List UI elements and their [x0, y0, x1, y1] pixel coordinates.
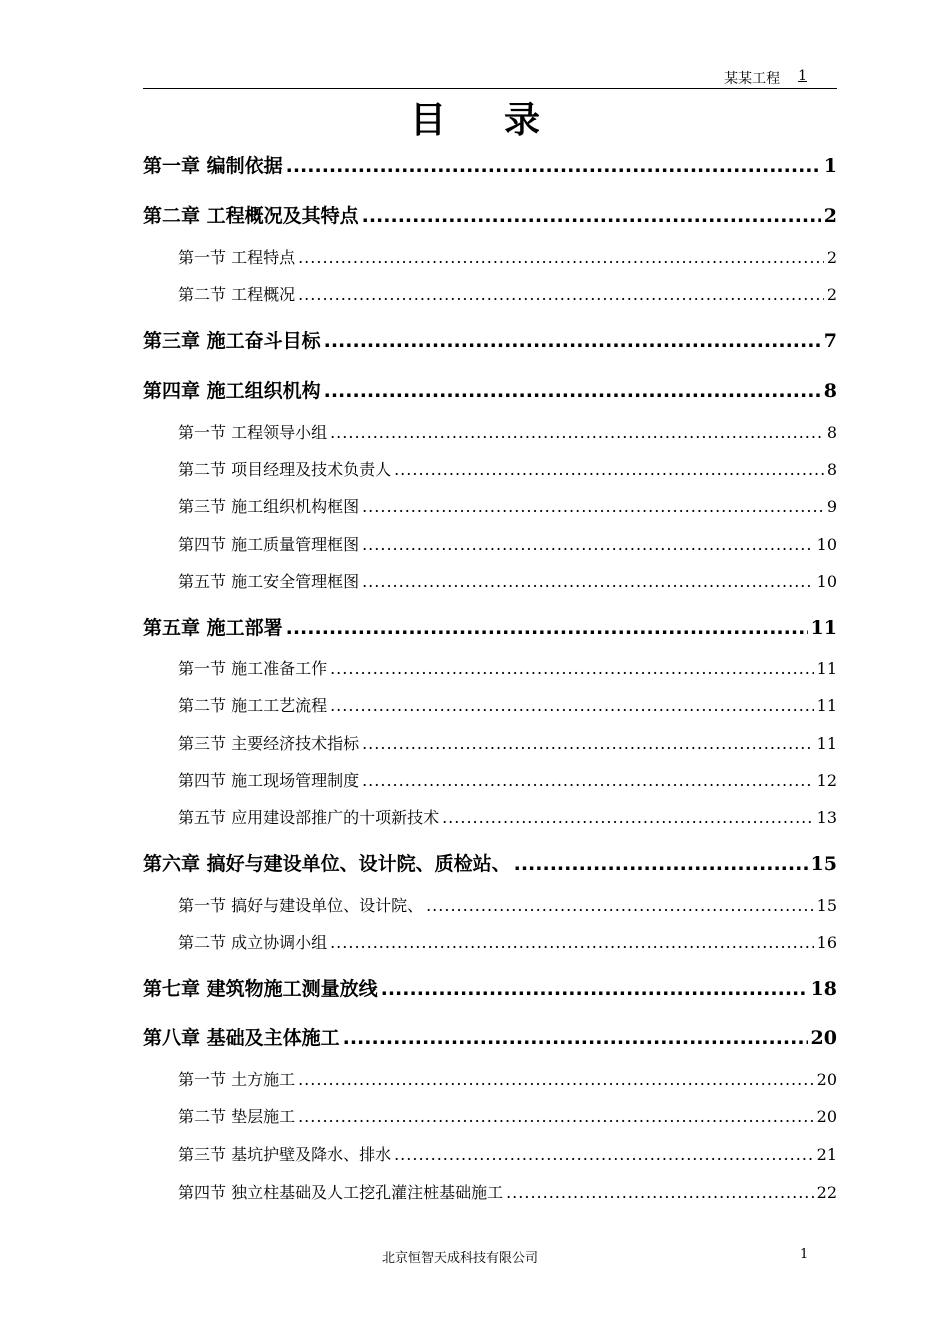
toc-leader-dots [324, 380, 821, 402]
toc-leader-dots [324, 330, 821, 352]
toc-entry-page: 8 [823, 380, 837, 402]
toc-entry-page: 2 [826, 248, 837, 267]
toc-leader-dots [514, 853, 808, 875]
toc-entry-label: 第二节 成立协调小组 [178, 933, 328, 952]
toc-entry-page: 7 [823, 330, 837, 352]
toc-leader-dots [442, 808, 814, 827]
toc-section-entry[interactable] [143, 1104, 837, 1127]
toc-entry-page: 2 [823, 205, 837, 227]
toc-entry-label: 第二章 工程概况及其特点 [143, 205, 359, 227]
toc-leader-dots [394, 1145, 814, 1164]
toc-entry-label: 第五节 施工安全管理框图 [178, 572, 360, 591]
toc-leader-dots [426, 896, 814, 915]
toc-leader-dots [362, 771, 814, 790]
page-title [0, 92, 950, 143]
toc-entry-page: 15 [816, 896, 837, 915]
toc-entry-label: 第二节 施工工艺流程 [178, 696, 328, 715]
toc-entry-page: 12 [816, 771, 837, 790]
toc-entry-label: 第三节 基坑护壁及降水、排水 [178, 1145, 392, 1164]
toc-entry-page: 9 [826, 497, 837, 516]
toc-entry-label: 第四节 施工现场管理制度 [178, 771, 360, 790]
toc-section-entry[interactable] [143, 569, 837, 592]
toc-chapter-entry[interactable] [143, 201, 837, 228]
toc-leader-dots [394, 460, 824, 479]
toc-entry-label: 第一节 工程特点 [178, 248, 296, 267]
toc-leader-dots [298, 248, 824, 267]
toc-section-entry[interactable] [143, 1067, 837, 1090]
toc-leader-dots [362, 497, 824, 516]
toc-chapter-entry[interactable] [143, 1023, 837, 1050]
toc-entry-page: 11 [810, 617, 837, 639]
toc-entry-page: 18 [810, 978, 837, 1000]
toc-section-entry[interactable] [143, 532, 837, 555]
toc-section-entry[interactable] [143, 420, 837, 443]
toc-entry-page: 11 [816, 696, 837, 715]
title-text: 目录 [409, 100, 598, 141]
toc-section-entry[interactable] [143, 457, 837, 480]
toc-entry-label: 第三节 主要经济技术指标 [178, 734, 360, 753]
toc-entry-page: 21 [816, 1145, 837, 1164]
toc-entry-page: 2 [826, 285, 837, 304]
toc-leader-dots [298, 285, 824, 304]
toc-entry-label: 第五章 施工部署 [143, 617, 283, 639]
toc-entry-label: 第二节 垫层施工 [178, 1107, 296, 1126]
header-page-number: 1 [798, 68, 807, 84]
toc-leader-dots [362, 205, 821, 227]
toc-leader-dots [330, 696, 814, 715]
toc-entry-page: 20 [816, 1107, 837, 1126]
toc-chapter-entry[interactable] [143, 849, 837, 876]
toc-entry-label: 第一节 搞好与建设单位、设计院、 [178, 896, 424, 915]
toc-section-entry[interactable] [143, 1142, 837, 1165]
toc-chapter-entry[interactable] [143, 376, 837, 403]
toc-entry-page: 8 [826, 460, 837, 479]
toc-chapter-entry[interactable] [143, 974, 837, 1001]
footer-company: 北京恒智天成科技有限公司 [381, 1251, 538, 1266]
toc-entry-page: 20 [810, 1027, 837, 1049]
toc-entry-page: 11 [816, 659, 837, 678]
toc-section-entry[interactable] [143, 693, 837, 716]
toc-section-entry[interactable] [143, 731, 837, 754]
toc-entry-page: 1 [823, 155, 837, 177]
toc-leader-dots [298, 1107, 814, 1126]
toc-leader-dots [330, 933, 814, 952]
toc-entry-label: 第七章 建筑物施工测量放线 [143, 978, 378, 1000]
toc-entry-label: 第一节 工程领导小组 [178, 423, 328, 442]
toc-leader-dots [330, 423, 824, 442]
toc-section-entry[interactable] [143, 930, 837, 953]
toc-entry-label: 第二节 工程概况 [178, 285, 296, 304]
toc-section-entry[interactable] [143, 494, 837, 517]
toc-entry-label: 第六章 搞好与建设单位、设计院、质检站、 [143, 853, 511, 875]
toc-entry-page: 8 [826, 423, 837, 442]
toc-chapter-entry[interactable] [143, 151, 837, 178]
toc-entry-label: 第八章 基础及主体施工 [143, 1027, 340, 1049]
toc-entry-label: 第一章 编制依据 [143, 155, 283, 177]
toc-entry-page: 10 [816, 572, 837, 591]
toc-entry-label: 第四节 施工质量管理框图 [178, 535, 360, 554]
toc-section-entry[interactable] [143, 282, 837, 305]
toc-entry-label: 第一节 施工准备工作 [178, 659, 328, 678]
header-project: 某某工程 [724, 71, 781, 87]
toc-section-entry[interactable] [143, 805, 837, 828]
toc-section-entry[interactable] [143, 893, 837, 916]
toc-chapter-entry[interactable] [143, 613, 837, 640]
toc-entry-page: 15 [810, 853, 837, 875]
toc-entry-page: 13 [816, 808, 837, 827]
toc-entry-label: 第二节 项目经理及技术负责人 [178, 460, 392, 479]
toc-entry-label: 第四章 施工组织机构 [143, 380, 321, 402]
toc-entry-page: 20 [816, 1070, 837, 1089]
toc-leader-dots [362, 572, 814, 591]
toc-leader-dots [330, 659, 814, 678]
toc-leader-dots [286, 155, 821, 177]
toc-section-entry[interactable] [143, 245, 837, 268]
toc-entry-label: 第三节 施工组织机构框图 [178, 497, 360, 516]
toc-entry-page: 16 [816, 933, 837, 952]
toc-entry-page: 11 [816, 734, 837, 753]
toc-leader-dots [362, 535, 814, 554]
toc-leader-dots [298, 1070, 814, 1089]
toc-leader-dots [362, 734, 814, 753]
toc-section-entry[interactable] [143, 768, 837, 791]
toc-entry-label: 第四节 独立柱基础及人工挖孔灌注桩基础施工 [178, 1183, 504, 1202]
toc-entry-page: 10 [816, 535, 837, 554]
toc-section-entry[interactable] [143, 1180, 837, 1203]
toc-leader-dots [286, 617, 808, 639]
toc-chapter-entry[interactable] [143, 326, 837, 353]
toc-leader-dots [381, 978, 808, 1000]
toc-section-entry[interactable] [143, 656, 837, 679]
footer-page-number: 1 [800, 1247, 809, 1262]
header-info [724, 68, 807, 88]
toc-entry-label: 第一节 土方施工 [178, 1070, 296, 1089]
toc-leader-dots [343, 1027, 808, 1049]
page-header [143, 66, 837, 89]
toc-entry-label: 第三章 施工奋斗目标 [143, 330, 321, 352]
toc-entry-label: 第五节 应用建设部推广的十项新技术 [178, 808, 440, 827]
toc-entry-page: 22 [816, 1183, 837, 1202]
toc-leader-dots [506, 1183, 814, 1202]
